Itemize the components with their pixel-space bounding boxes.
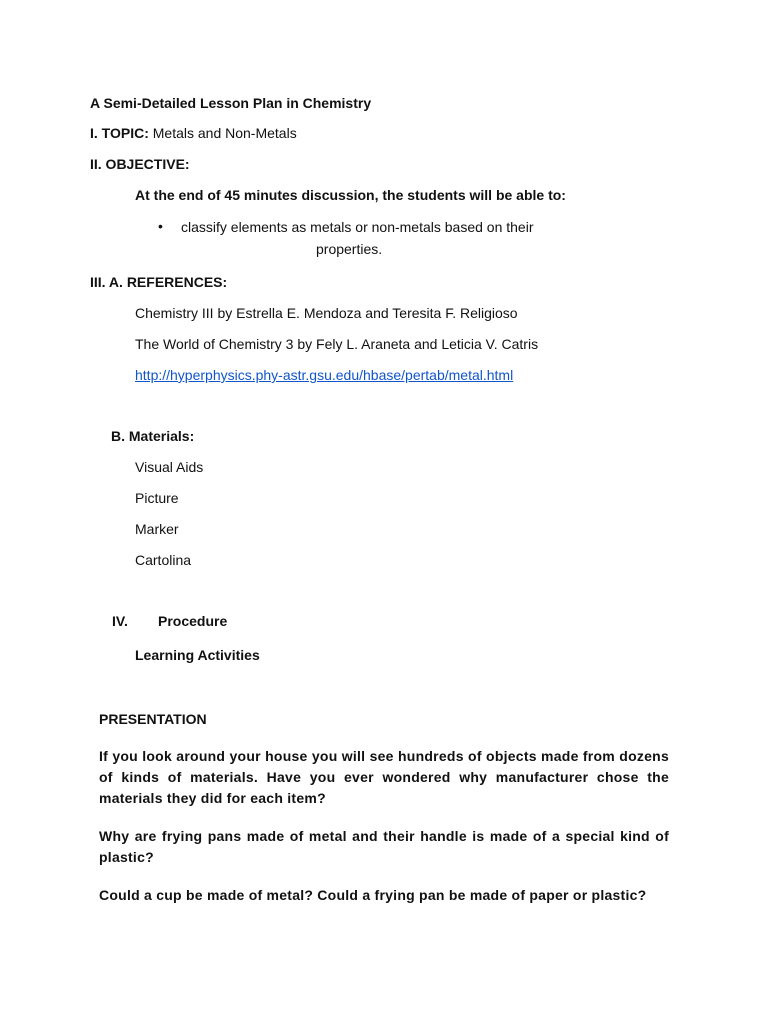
presentation-heading: PRESENTATION [99, 711, 207, 727]
reference-item: The World of Chemistry 3 by Fely L. Araneta and Leticia V. Catris [135, 336, 539, 352]
objective-item-line2: properties. [316, 241, 383, 257]
reference-link[interactable]: http://hyperphysics.phy-astr.gsu.edu/hbase/pertab/metal.html [135, 367, 514, 383]
topic-value: Metals and Non-Metals [152, 125, 297, 141]
references-heading: III. A. REFERENCES: [90, 274, 228, 290]
material-item: Visual Aids [135, 459, 204, 475]
procedure-heading: Procedure [158, 613, 228, 629]
materials-heading: B. Materials: [111, 428, 195, 444]
objective-intro: At the end of 45 minutes discussion, the students will be able to: [135, 187, 566, 203]
presentation-paragraph: If you look around your house you will see hundreds of objects made from dozens of kinds of materials. Have you ever wondered why manufacturer chose the materials they did for each item? [99, 748, 669, 806]
material-item: Picture [135, 490, 179, 506]
presentation-paragraph: Could a cup be made of metal? Could a frying pan be made of paper or plastic? [99, 887, 647, 903]
topic-row [90, 125, 297, 141]
objective-item-line1: classify elements as metals or non-metals based on their [181, 219, 534, 235]
learning-activities-heading: Learning Activities [135, 647, 260, 663]
reference-item: Chemistry III by Estrella E. Mendoza and Teresita F. Religioso [135, 305, 518, 321]
material-item: Cartolina [135, 552, 192, 568]
bullet-icon: • [158, 218, 163, 234]
presentation-paragraph: Why are frying pans made of metal and their handle is made of a special kind of plastic? [99, 828, 669, 865]
document-title: A Semi-Detailed Lesson Plan in Chemistry [90, 95, 372, 111]
topic-label: I. TOPIC: [90, 125, 149, 141]
procedure-number: IV. [112, 613, 128, 629]
objective-heading: II. OBJECTIVE: [90, 156, 190, 172]
material-item: Marker [135, 521, 179, 537]
